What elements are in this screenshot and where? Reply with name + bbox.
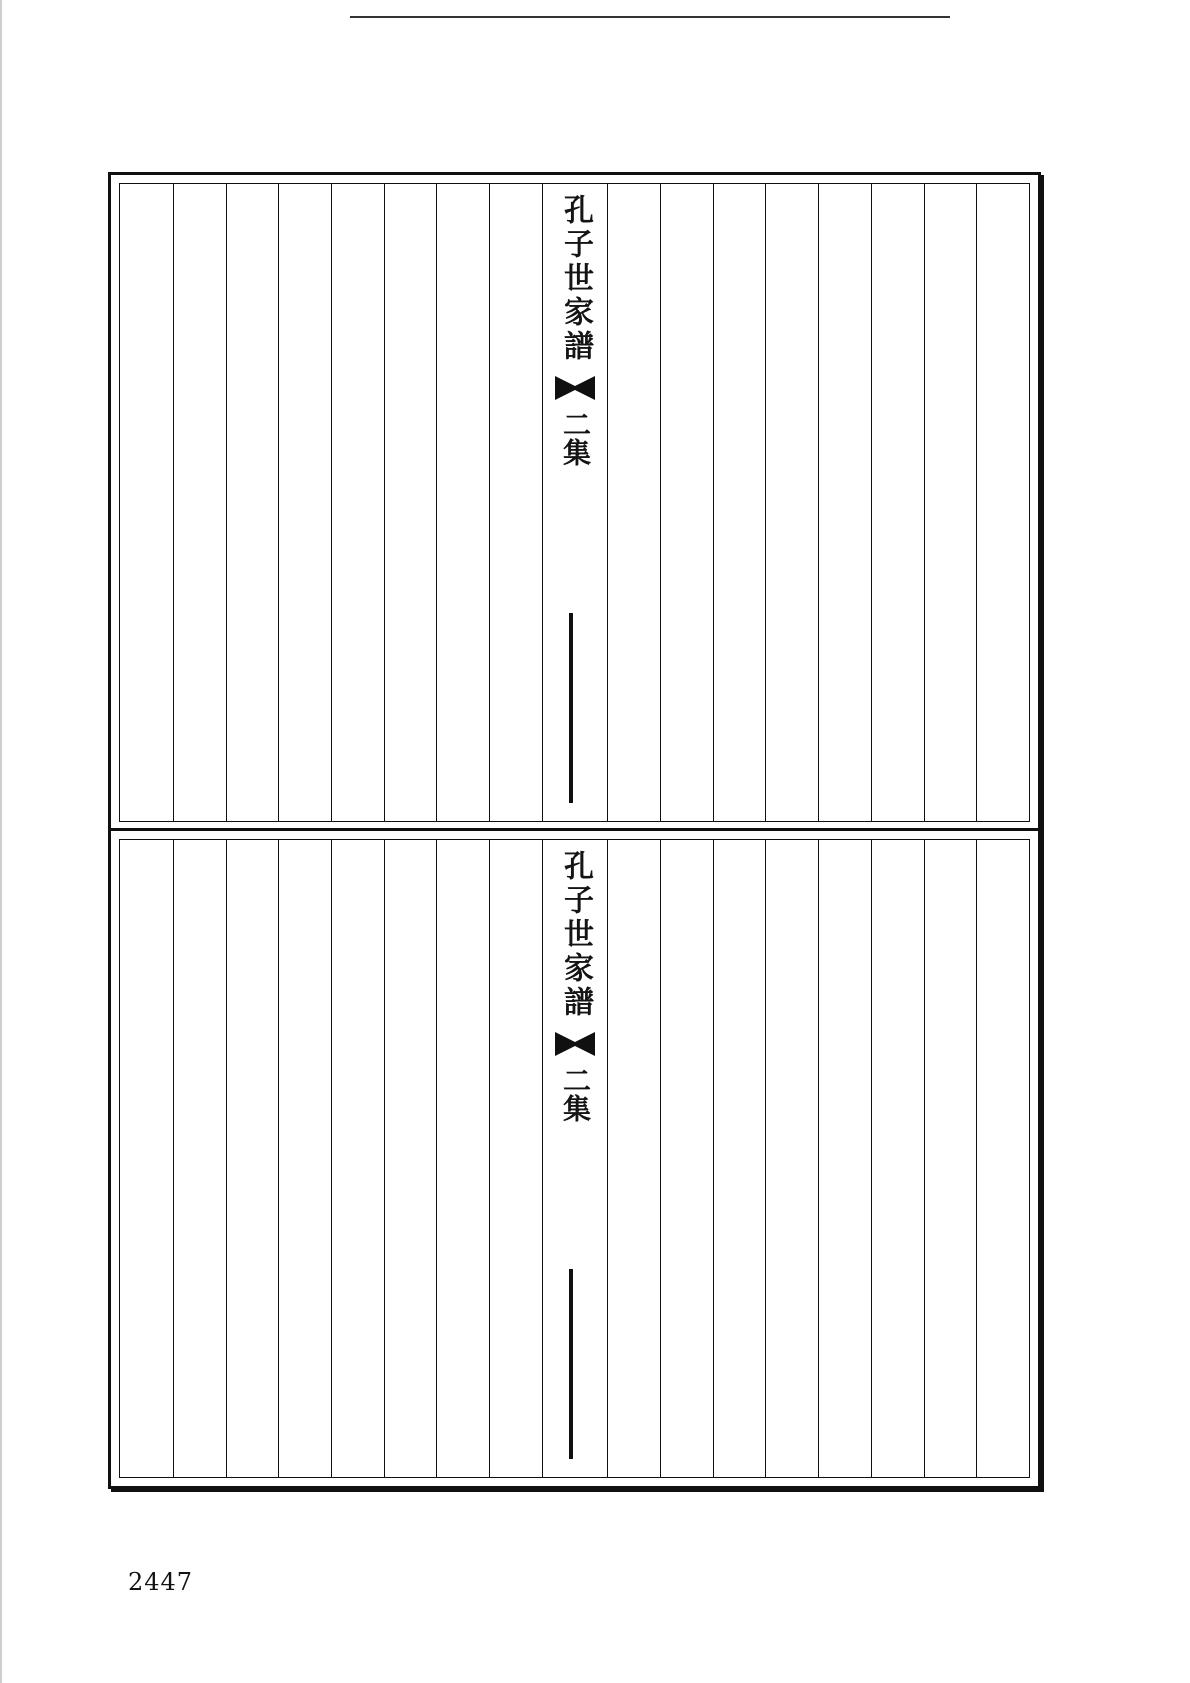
register-column	[278, 840, 331, 1477]
volume-label: 二集	[559, 1066, 593, 1122]
register-column	[924, 840, 977, 1477]
book-title: 孔子世家譜	[558, 194, 594, 364]
register-column	[660, 184, 713, 821]
register-column	[607, 840, 660, 1477]
fishtail-mark-icon	[553, 374, 597, 402]
register-column	[331, 184, 384, 821]
register-column	[765, 840, 818, 1477]
register-column	[226, 184, 279, 821]
register-column	[384, 184, 437, 821]
fold-bar	[569, 613, 573, 803]
register-column	[173, 184, 226, 821]
register-column	[173, 840, 226, 1477]
register-column	[818, 184, 871, 821]
scan-rule	[350, 8, 950, 18]
register-column	[607, 184, 660, 821]
register-column	[436, 840, 489, 1477]
register-column	[660, 840, 713, 1477]
register-column	[871, 184, 924, 821]
register-column	[278, 184, 331, 821]
lower-register-grid	[119, 839, 1030, 1478]
register-column	[976, 840, 1029, 1477]
page-number: 2447	[128, 1568, 194, 1596]
register-column	[120, 840, 173, 1477]
upper-register-panel	[108, 172, 1041, 833]
register-column	[765, 184, 818, 821]
center-fold-column	[542, 840, 608, 1477]
lower-register-panel	[108, 828, 1041, 1489]
fold-bar	[569, 1269, 573, 1459]
register-column	[976, 184, 1029, 821]
volume-label: 二集	[559, 410, 593, 466]
page-edge	[0, 0, 2, 1683]
register-column	[871, 840, 924, 1477]
register-column	[331, 840, 384, 1477]
upper-register-grid	[119, 183, 1030, 822]
register-column	[384, 840, 437, 1477]
register-column	[120, 184, 173, 821]
register-column	[226, 840, 279, 1477]
register-column	[924, 184, 977, 821]
register-column	[436, 184, 489, 821]
center-fold-column	[542, 184, 608, 821]
register-column	[489, 184, 542, 821]
register-column	[713, 840, 766, 1477]
register-column	[713, 184, 766, 821]
register-column	[818, 840, 871, 1477]
register-column	[489, 840, 542, 1477]
book-title: 孔子世家譜	[558, 850, 594, 1020]
fishtail-mark-icon	[553, 1030, 597, 1058]
